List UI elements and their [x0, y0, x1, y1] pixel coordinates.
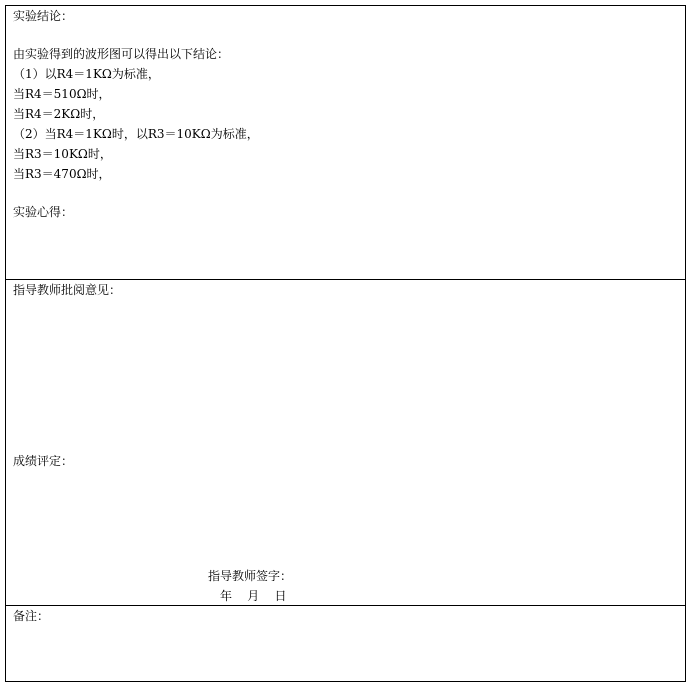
conclusion-item-3: 当R4＝2KΩ时， — [13, 107, 105, 121]
remarks-section — [6, 605, 685, 682]
conclusion-item-6: 当R3＝470Ω时， — [13, 167, 111, 181]
grade-heading: 成绩评定： — [13, 454, 74, 468]
conclusion-item-5: 当R3＝10KΩ时， — [13, 147, 112, 161]
conclusion-intro: 由实验得到的波形图可以得出以下结论： — [13, 47, 230, 61]
conclusion-item-4: （2）当R4＝1KΩ时，以R3＝10KΩ为标准， — [13, 127, 259, 141]
conclusion-item-1: （1）以R4＝1KΩ为标准， — [13, 67, 160, 81]
review-section — [6, 279, 685, 605]
conclusion-item-2: 当R4＝510Ω时， — [13, 87, 111, 101]
conclusion-section — [6, 6, 685, 279]
review-heading: 指导教师批阅意见： — [13, 283, 122, 297]
report-form-table — [5, 5, 686, 682]
conclusion-heading: 实验结论： — [13, 9, 74, 23]
signature-label: 指导教师签字： — [208, 569, 293, 583]
remarks-heading: 备注： — [13, 609, 50, 623]
date-label: 年 月 日 — [220, 589, 287, 603]
experience-heading: 实验心得： — [13, 205, 74, 219]
